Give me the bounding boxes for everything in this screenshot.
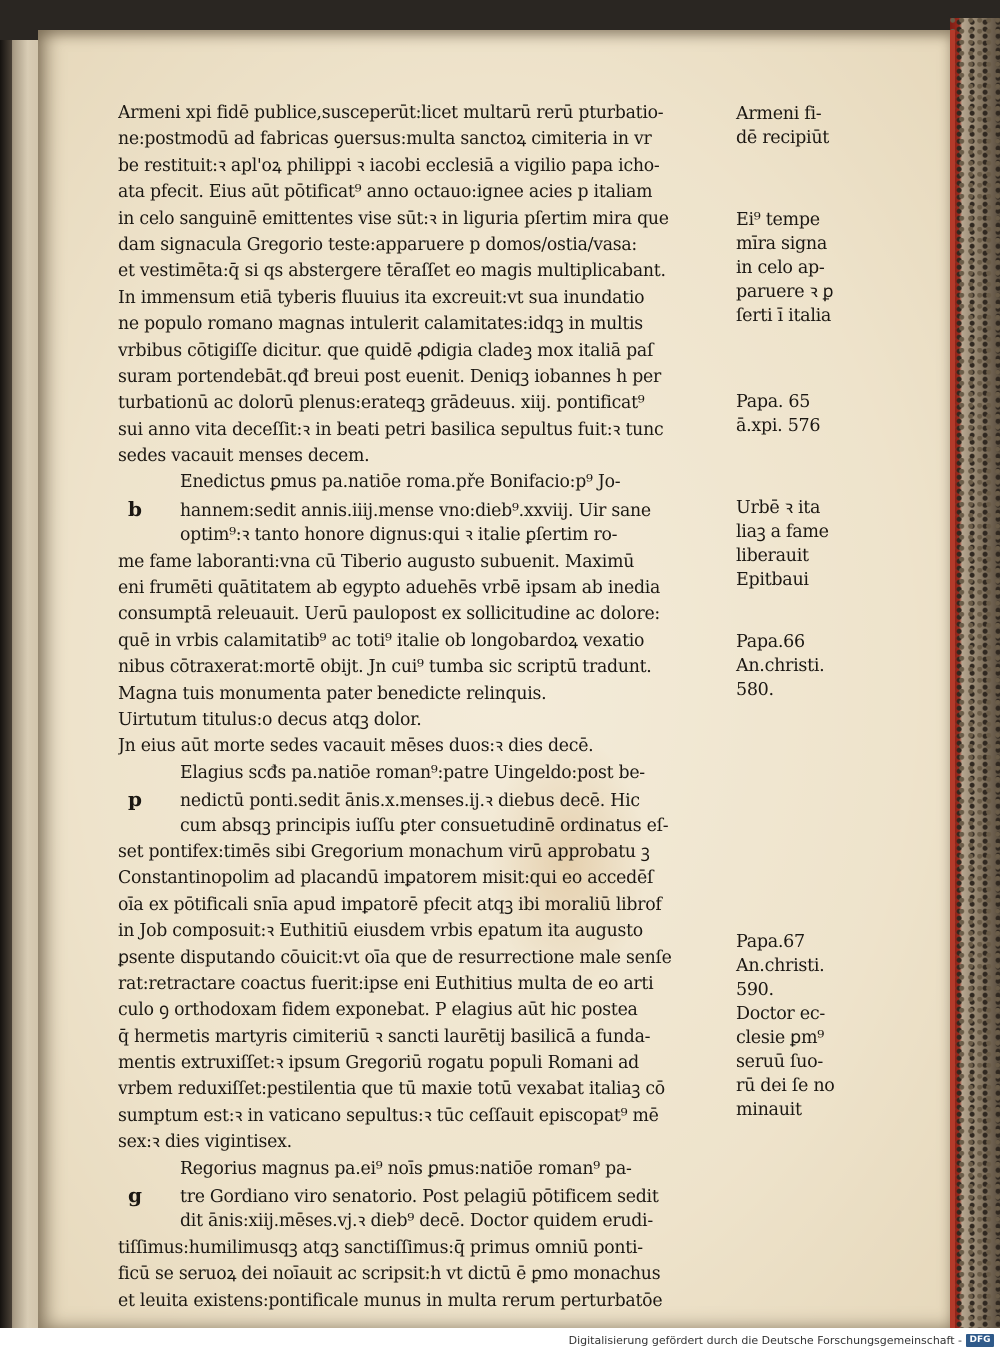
margin-note-line: 580. <box>736 680 774 700</box>
margin-note-line: Doctor ec- <box>736 1004 825 1024</box>
text-line <box>118 1208 768 1234</box>
margin-note <box>736 496 829 592</box>
margin-note-line: Epitbaui <box>736 570 809 590</box>
margin-note <box>736 390 820 438</box>
text-line-content: sedes vacauit menses decem. <box>118 446 370 467</box>
text-line <box>118 733 768 759</box>
margin-note-line: clesie ꝑm⁹ <box>736 1028 824 1048</box>
text-line <box>118 364 768 390</box>
text-line-content: ata pfecit. Eius aūt pōtificat⁹ anno octauo:ignee acies p italiam <box>118 182 653 203</box>
main-text-column <box>118 100 768 1314</box>
margin-note <box>736 930 835 1122</box>
text-line <box>118 1024 768 1050</box>
margin-note-line: Armeni fi- <box>736 104 822 124</box>
margin-note-line: seruū ſuo- <box>736 1052 824 1072</box>
text-line-content: tre Gordiano viro senatorio. Post pelagiū pōtificem sedit <box>180 1187 659 1208</box>
text-line <box>118 813 768 839</box>
text-line <box>118 839 768 865</box>
text-line-content: eni frumēti quātitatem ab egypto aduehēs vrbē ipsam ab inedia <box>118 578 661 599</box>
text-line <box>118 1156 768 1182</box>
initial-guide-letter: p <box>128 787 142 812</box>
text-line <box>118 1076 768 1102</box>
text-line <box>118 601 768 627</box>
margin-note-line: dē recipiūt <box>736 128 830 148</box>
text-line <box>118 918 768 944</box>
margin-note-line: Papa. 65 <box>736 392 811 412</box>
text-line <box>118 126 768 152</box>
text-line-content: hannem:sedit annis.iiij.mense vno:dieb⁹.xxviij. Uir sane <box>180 500 651 521</box>
text-line <box>118 971 768 997</box>
margin-note-line: Urbē ꝛ ita <box>736 498 821 518</box>
text-line-content: et vestimēta:q̄ si qs abstergere tēraſſet eo magis multiplicabant. <box>118 261 666 282</box>
text-line-content: set pontifex:timēs sibi Gregorium monachum virū approbatu ꝫ <box>118 841 650 862</box>
text-line-content: Jn eius aūt morte sedes vacauit mēses duos:ꝛ dies decē. <box>118 736 594 757</box>
text-line-content: in celo sanguinē emittentes vise sūt:ꝛ in liguria pſertim mira que <box>118 208 669 229</box>
margin-note-line: paruere ꝛ ꝑ <box>736 282 834 302</box>
text-line <box>118 1103 768 1129</box>
text-line-content: vrbem reduxiſſet:pestilentia que tū maxie totū vexabat italiaꝫ cō <box>118 1079 665 1100</box>
margin-note-line: 590. <box>736 980 774 1000</box>
book-cover-board <box>950 18 1000 1328</box>
margin-note <box>736 208 833 328</box>
text-line-content: suram portendebāt.qđ breui post euenit. Deniqꝫ iobannes h per <box>118 366 662 387</box>
initial-guide-letter: g <box>128 1183 142 1208</box>
text-line <box>118 522 768 548</box>
text-line <box>118 496 768 522</box>
text-line-content: Enedictus ꝑmus pa.natiōe roma.pře Bonifacio:p⁹ Jo- <box>180 472 621 493</box>
text-line-content: Armeni xpi fidē publice,susceperūt:licet multarū rerū pturbatio- <box>118 103 664 123</box>
text-line <box>118 311 768 337</box>
text-line <box>118 179 768 205</box>
text-line-content: Magna tuis monumenta pater benedicte relinquis. <box>118 683 547 704</box>
text-line <box>118 575 768 601</box>
text-line <box>118 549 768 575</box>
margin-note-line: minauit <box>736 1100 802 1120</box>
margin-note <box>736 102 829 150</box>
text-line <box>118 892 768 918</box>
text-line-content: ꝑsente disputando cōuicit:vt oīa que de resurrectione male senſe <box>118 947 672 968</box>
text-line-content: dam signacula Gregorio teste:apparuere p domos/ostia/vasa: <box>118 234 638 255</box>
book-page <box>38 30 955 1328</box>
text-line-content: Uirtutum titulus:o decus atqꝫ dolor. <box>118 709 422 730</box>
text-line <box>118 1235 768 1261</box>
text-line <box>118 945 768 971</box>
margin-note-line: ā.xpi. 576 <box>736 416 821 436</box>
text-line <box>118 100 768 126</box>
text-line-content: dit ānis:xiij.mēses.vj.ꝛ dieb⁹ decē. Doctor quidem erudi- <box>180 1211 653 1232</box>
text-line <box>118 760 768 786</box>
text-line <box>118 258 768 284</box>
text-line <box>118 1129 768 1155</box>
margin-note-line: mīra signa <box>736 234 828 254</box>
margin-note-line: ſerti ī italia <box>736 306 832 326</box>
text-line-content: ne:postmodū ad fabricas ꝯuersus:multa sanctoꝝ cimiteria in vr <box>118 129 652 150</box>
text-line-content: culo ꝯ orthodoxam fidem exponebat. P elagius aūt hic postea <box>118 1000 638 1021</box>
footer-credit: Digitalisierung gefördert durch die Deutsche Forschungsgemeinschaft - <box>568 1334 962 1347</box>
text-line-content: consumptā releuauit. Uerū paulopost ex sollicitudine ac dolore: <box>118 604 661 625</box>
text-line <box>118 153 768 179</box>
text-line-content: ne populo romano magnas intulerit calamitates:idqꝫ in multis <box>118 314 643 335</box>
text-line-content: tiſſimus:humilimusqꝫ atqꝫ sanctiſſimus:q̄ primus omniū ponti- <box>118 1237 643 1258</box>
margin-note-line: An.christi. <box>736 656 825 676</box>
text-line <box>118 997 768 1023</box>
text-line-content: be restituit:ꝛ apl'oꝝ philippi ꝛ iacobi ecclesiā a vigilio papa icho- <box>118 155 660 176</box>
text-line-content: turbationū ac dolorū plenus:erateqꝫ grādeuus. xiij. pontificat⁹ <box>118 393 645 414</box>
margin-note <box>736 630 824 702</box>
text-line <box>118 1050 768 1076</box>
text-line-content: Constantinopolim ad placandū imꝑatorem misit:qui eo accedēſ <box>118 868 654 889</box>
text-line <box>118 285 768 311</box>
text-line-content: sumptum est:ꝛ in vaticano sepultus:ꝛ tūc ceſſauit episcopat⁹ mē <box>118 1105 659 1126</box>
text-line-content: In immensum etiā tyberis fluuius ita excreuit:vt sua inundatio <box>118 287 645 308</box>
text-line <box>118 417 768 443</box>
text-line <box>118 338 768 364</box>
margin-note-line: Ei⁹ tempe <box>736 210 820 230</box>
text-line-content: vrbibus cōtigiſſe dicitur. que quidē ꝓdigia cladeꝫ mox italiā paſ <box>118 340 654 361</box>
text-line <box>118 707 768 733</box>
text-line-content: sex:ꝛ dies vigintisex. <box>118 1132 292 1153</box>
text-line-content: cum absqꝫ principis iuſſu ꝑter consuetudinē ordinatus eſ- <box>180 815 669 836</box>
text-line-content: ficū se seruoꝝ dei noīauit ac scripsit:h vt dictū ē ꝑmo monachus <box>118 1264 661 1285</box>
initial-guide-letter: b <box>128 496 142 521</box>
text-line-content: quē in vrbis calamitatib⁹ ac toti⁹ italie ob longobardoꝝ vexatio <box>118 630 645 651</box>
margin-note-line: An.christi. <box>736 956 825 976</box>
text-line <box>118 681 768 707</box>
margin-note-line: in celo ap- <box>736 258 825 278</box>
margin-note-line: liberauit <box>736 546 809 566</box>
text-line-content: rat:retractare coactus fuerit:ipse eni Euthitius multa de eo arti <box>118 973 654 994</box>
text-line-content: oīa ex pōtificali snīa apud imꝑatorē pfecit atqꝫ ibi moraliū librof <box>118 894 662 915</box>
text-line <box>118 786 768 812</box>
text-line <box>118 865 768 891</box>
text-line-content: nibus cōtraxerat:mortē obijt. Jn cui⁹ tumba sic scriptū tradunt. <box>118 657 652 678</box>
text-line-content: nedictū ponti.sedit ānis.x.menses.ij.ꝛ diebus decē. Hic <box>180 791 640 812</box>
text-line-content: Elagius scđs pa.natiōe roman⁹:patre Uingeldo:post be- <box>180 762 645 783</box>
margin-note-line: liaꝫ a fame <box>736 522 829 542</box>
text-line-content: sui anno vita deceſſit:ꝛ in beati petri basilica sepultus fuit:ꝛ tunc <box>118 419 664 440</box>
text-line <box>118 1288 768 1314</box>
gutter-shadow <box>0 40 12 1328</box>
text-line-content: mentis extruxiſſet:ꝛ ipsum Gregoriū rogatu populi Romani ad <box>118 1053 639 1074</box>
text-line <box>118 390 768 416</box>
text-line <box>118 232 768 258</box>
text-line-content: me fame laboranti:vna cū Tiberio augusto subuenit. Maximū <box>118 551 635 572</box>
text-line <box>118 206 768 232</box>
text-line <box>118 443 768 469</box>
text-line-content: in Job composuit:ꝛ Euthitiū eiusdem vrbis epatum ita augusto <box>118 921 643 942</box>
text-line-content: q̄ hermetis martyris cimiteriū ꝛ sancti laurētij basilicā a funda- <box>118 1026 651 1047</box>
dfg-logo: DFG <box>966 1334 994 1347</box>
text-line <box>118 469 768 495</box>
text-line <box>118 1182 768 1208</box>
margin-note-line: Papa.66 <box>736 632 805 652</box>
digitization-footer <box>0 1328 1000 1353</box>
text-line-content: et leuita existens:pontificale munus in multa rerum perturbatōe <box>118 1290 663 1311</box>
text-line <box>118 654 768 680</box>
text-line <box>118 1261 768 1287</box>
text-line <box>118 628 768 654</box>
margin-note-line: rū dei ſe no <box>736 1076 835 1096</box>
margin-note-line: Papa.67 <box>736 932 805 952</box>
text-line-content: Regorius magnus pa.ei⁹ noīs ꝑmus:natiōe roman⁹ pa- <box>180 1158 632 1179</box>
text-line-content: optim⁹:ꝛ tanto honore dignus:qui ꝛ italie ꝑſertim ro- <box>180 525 618 546</box>
